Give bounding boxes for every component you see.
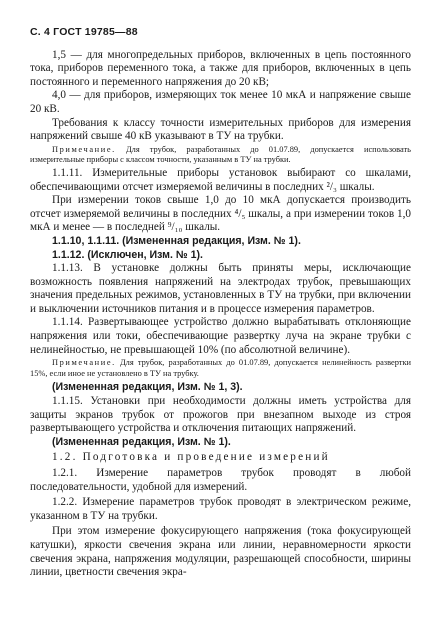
running-header: С. 4 ГОСТ 19785—88 (30, 26, 138, 38)
amendment-1-1-10 (30, 235, 411, 249)
amendment-text: (Измененная редакция, Изм. № 1, 3). (52, 381, 243, 394)
paragraph-class-1-5: 1,5 — для многопредельных приборов, включенных в цепь постоянного тока, приборов переменного тока, а также для приборов, включенных в цепь постоянного и переменного напряжения до 20 кВ; (30, 48, 411, 88)
amendment-1 (30, 436, 411, 450)
document-body (30, 49, 411, 580)
section-heading-1-2 (30, 451, 411, 465)
amendment-text: (Измененная редакция, Изм. № 1). (52, 435, 231, 448)
paragraph-1-1-13: 1.1.13. В установке должны быть приняты меры, исключающие возможность появления напряжений на электродах трубок, превышающих значения предельных режимов, установленных в ТУ на трубки, при включении и выключении источников питания и в процессе измерения параметров. (30, 262, 411, 315)
amendment-1-3 (30, 381, 411, 395)
paragraph-focus-voltage: При этом измерение фокусирующего напряжения (тока фокусирующей катушки), яркости свечения экрана или линии, неравномерности яркости свечения экрана, напряжения модуляции, разрешающей способности, ширины линии, цветности свечения экра- (30, 525, 411, 579)
note-nonlinearity (30, 358, 411, 379)
note-text: Для трубок, разработанных до 01.07.89, допускается нелинейность развертки 15%, если иное не установлено в ТУ на трубку. (30, 358, 411, 378)
amendment-text: 1.1.12. (Исключен, Изм. № 1). (52, 248, 203, 261)
note-label: Примечание. (52, 358, 116, 368)
paragraph-accuracy-requirements: Требования к классу точности измерительных приборов для измерения напряжений свыше 40 кВ указывают в ТУ на трубки. (30, 116, 411, 143)
note-accuracy (30, 145, 411, 166)
paragraph-1-1-11: 1.1.11. Измерительные приборы установок выбирают со шкалами, обеспечивающими отсчет измеряемой величины в последних ²/₃ шкалы. (30, 166, 411, 193)
amendment-1-1-12 (30, 249, 411, 263)
paragraph-class-4-0: 4,0 — для приборов, измеряющих ток менее 10 мкА и напряжение свыше 20 кВ. (30, 89, 411, 115)
paragraph-1-1-15: 1.1.15. Установки при необходимости должны иметь устройства для защиты экранов трубок от прожогов при внезапном выходе из строя развертывающего устройства и отключения питающих напряжений. (30, 395, 411, 435)
paragraph-1-2-2: 1.2.2. Измерение параметров трубок проводят в электрическом режиме, указанном в ТУ на трубки. (30, 496, 411, 522)
paragraph-1-1-14: 1.1.14. Развертывающее устройство должно вырабатывать отклоняющие напряжения или токи, обеспечивающие развертку луча на экране трубки с нелинейностью, не превышающей 10% (по абсолютной величине). (30, 316, 411, 356)
paragraph-current-reading: При измерении токов свыше 1,0 до 10 мкА допускается производить отсчет измеряемой величины в последних ⁴/₅ шкалы, а при измерении токов 1,0 мкА и менее — в последней ⁹/₁₀ шкалы. (30, 194, 411, 234)
section-heading-text: 1.2. Подготовка и проведение измерений (52, 451, 330, 464)
paragraph-1-2-1: 1.2.1. Измерение параметров трубок проводят в любой последовательности, удобной для измерений. (30, 467, 411, 493)
note-text: Для трубок, разработанных до 01.07.89, допускается использовать измерительные приборы с классом точности, указанным в ТУ на трубки. (30, 144, 411, 165)
amendment-text: 1.1.10, 1.1.11. (Измененная редакция, Изм. № 1). (52, 234, 301, 247)
note-label: Примечание. (52, 144, 116, 154)
